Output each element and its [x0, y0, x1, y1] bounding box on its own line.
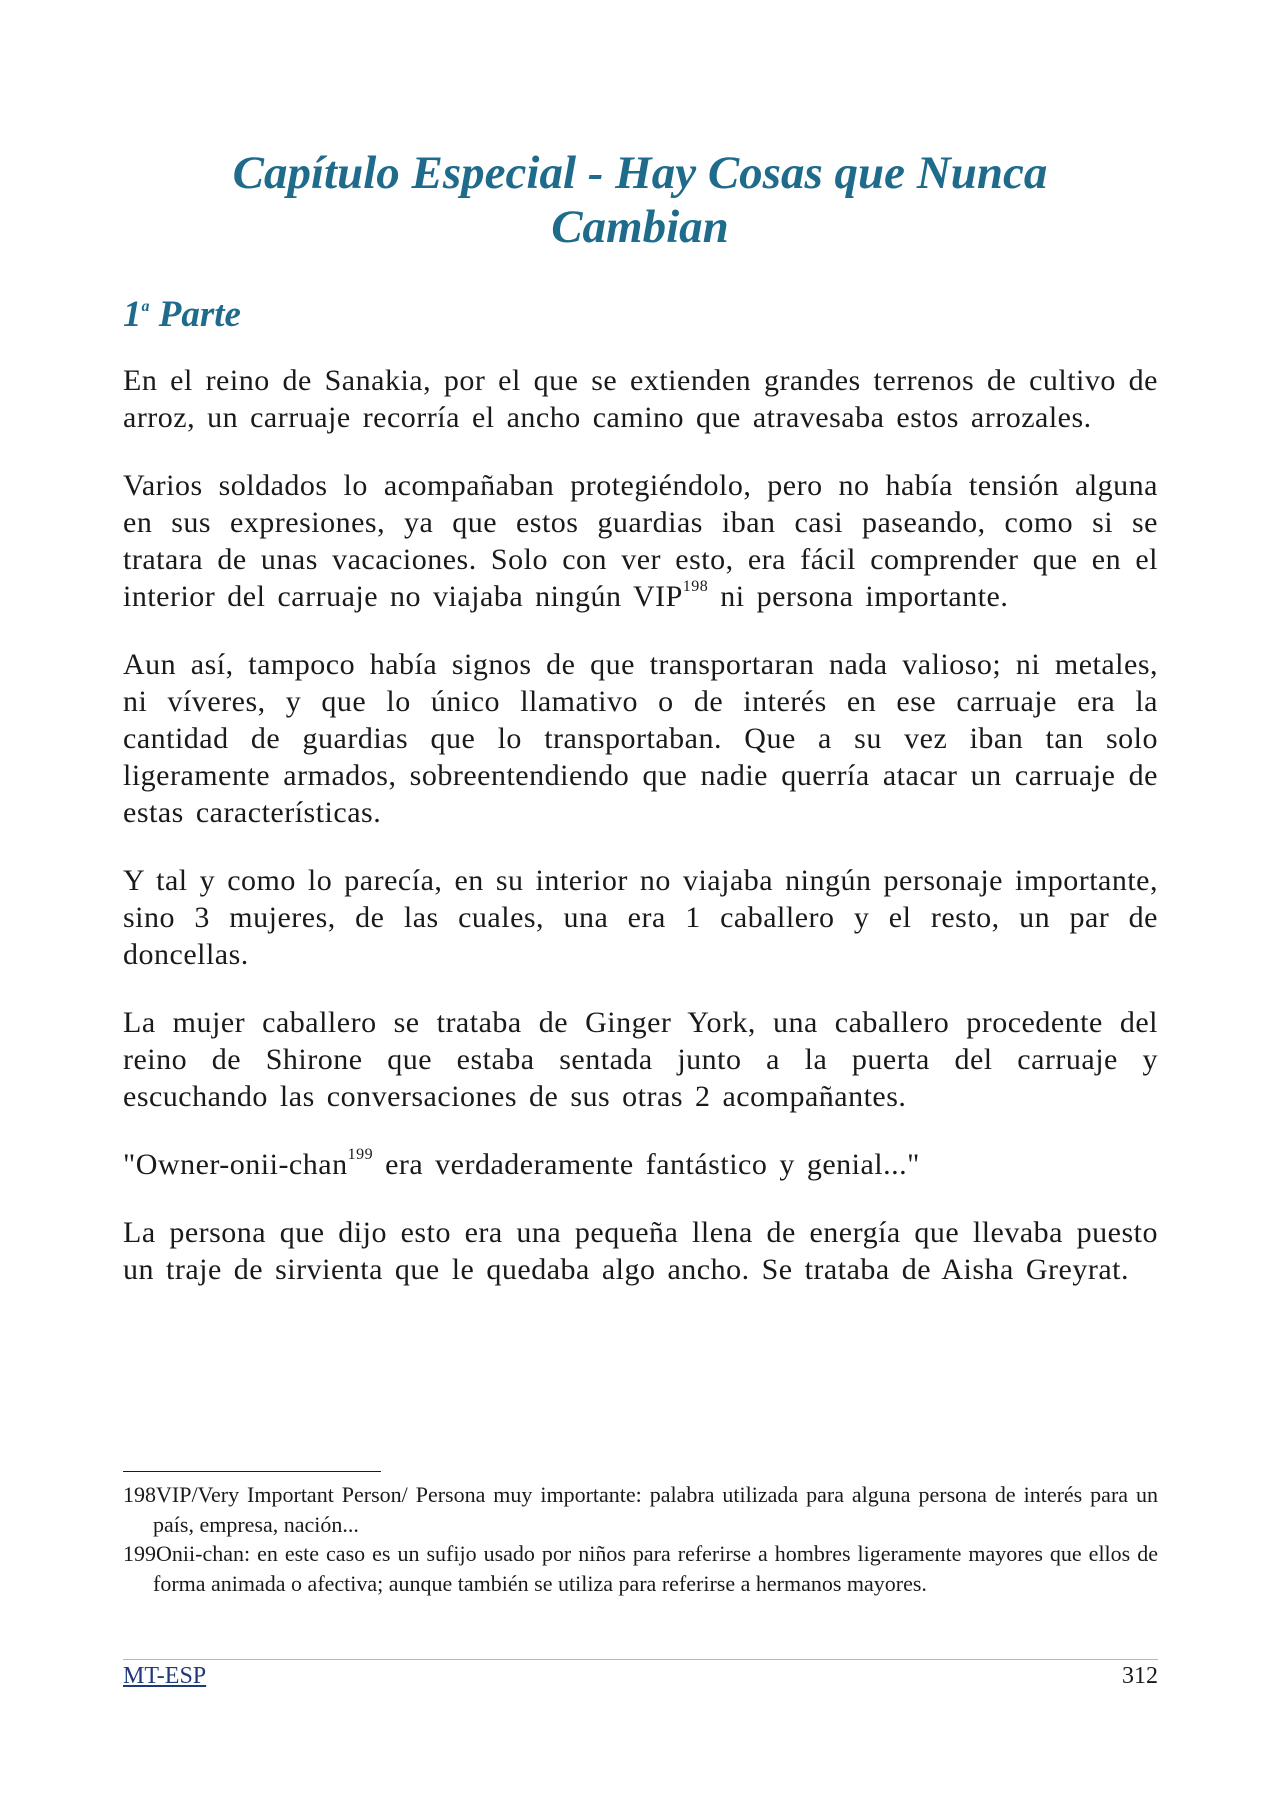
footnote-199: 199Onii-chan: en este caso es un sufijo usado por niños para referirse a hombres ligeramente mayores que ellos de forma animada o afectiva; aunque también se utiliza para referirse a hermanos mayores. [123, 1541, 1158, 1596]
chapter-title [0, 146, 1280, 254]
paragraph-2-text: Varios soldados lo acompañaban protegiéndolo, pero no había tensión alguna en sus expresiones, ya que estos guardias iban casi paseando, como si se tratara de unas vacaciones. Solo con ver esto, era fácil comprender que en el interior del carruaje no viajaba ningún VIP [123, 469, 1158, 613]
paragraph-2-text-end: ni persona importante. [708, 580, 1009, 613]
paragraph-6 [123, 1146, 1158, 1183]
footnote-ref-198[interactable]: 198 [682, 578, 709, 595]
paragraph-2 [123, 467, 1158, 615]
paragraph-6-text-end: era verdaderamente fantástico y genial..." [373, 1148, 920, 1181]
footnotes [123, 1480, 1158, 1598]
footnote-separator [123, 1471, 381, 1472]
body-text [123, 362, 1158, 1319]
chapter-title-line-1: Capítulo Especial - Hay Cosas que Nunca [232, 147, 1048, 199]
part-number: 1 [123, 294, 142, 335]
paragraph-1: En el reino de Sanakia, por el que se extienden grandes terrenos de cultivo de arroz, un carruaje recorría el ancho camino que atravesaba estos arrozales. [123, 364, 1158, 434]
part-heading [123, 293, 241, 337]
paragraph-7: La persona que dijo esto era una pequeña llena de energía que llevaba puesto un traje de sirvienta que le quedaba algo ancho. Se trataba de Aisha Greyrat. [123, 1216, 1158, 1286]
footer-link[interactable]: MT-ESP [123, 1663, 207, 1689]
page-number: 312 [1122, 1663, 1158, 1689]
chapter-title-line-2: Cambian [551, 201, 729, 253]
paragraph-4: Y tal y como lo parecía, en su interior no viajaba ningún personaje importante, sino 3 mujeres, de las cuales, una era 1 caballero y el resto, un par de doncellas. [123, 864, 1158, 971]
footnote-ref-199[interactable]: 199 [347, 1146, 374, 1163]
paragraph-5: La mujer caballero se trataba de Ginger York, una caballero procedente del reino de Shirone que estaba sentada junto a la puerta del carruaje y escuchando las conversaciones de sus otras 2 acompañantes. [123, 1006, 1158, 1113]
paragraph-3: Aun así, tampoco había signos de que transportaran nada valioso; ni metales, ni víveres, y que lo único llamativo o de interés en ese carruaje era la cantidad de guardias que lo transportaban. Que a su vez iban tan solo ligeramente armados, sobreentendiendo que nadie querría atacar un carruaje de estas características. [123, 648, 1158, 829]
paragraph-6-text: "Owner-onii-chan [123, 1148, 348, 1181]
footer-divider [123, 1659, 1158, 1660]
part-label: Parte [149, 294, 241, 335]
footnote-198: 198VIP/Very Important Person/ Persona muy importante: palabra utilizada para alguna persona de interés para un país, empresa, nación... [123, 1482, 1158, 1537]
part-ordinal-suffix: a [141, 298, 150, 315]
